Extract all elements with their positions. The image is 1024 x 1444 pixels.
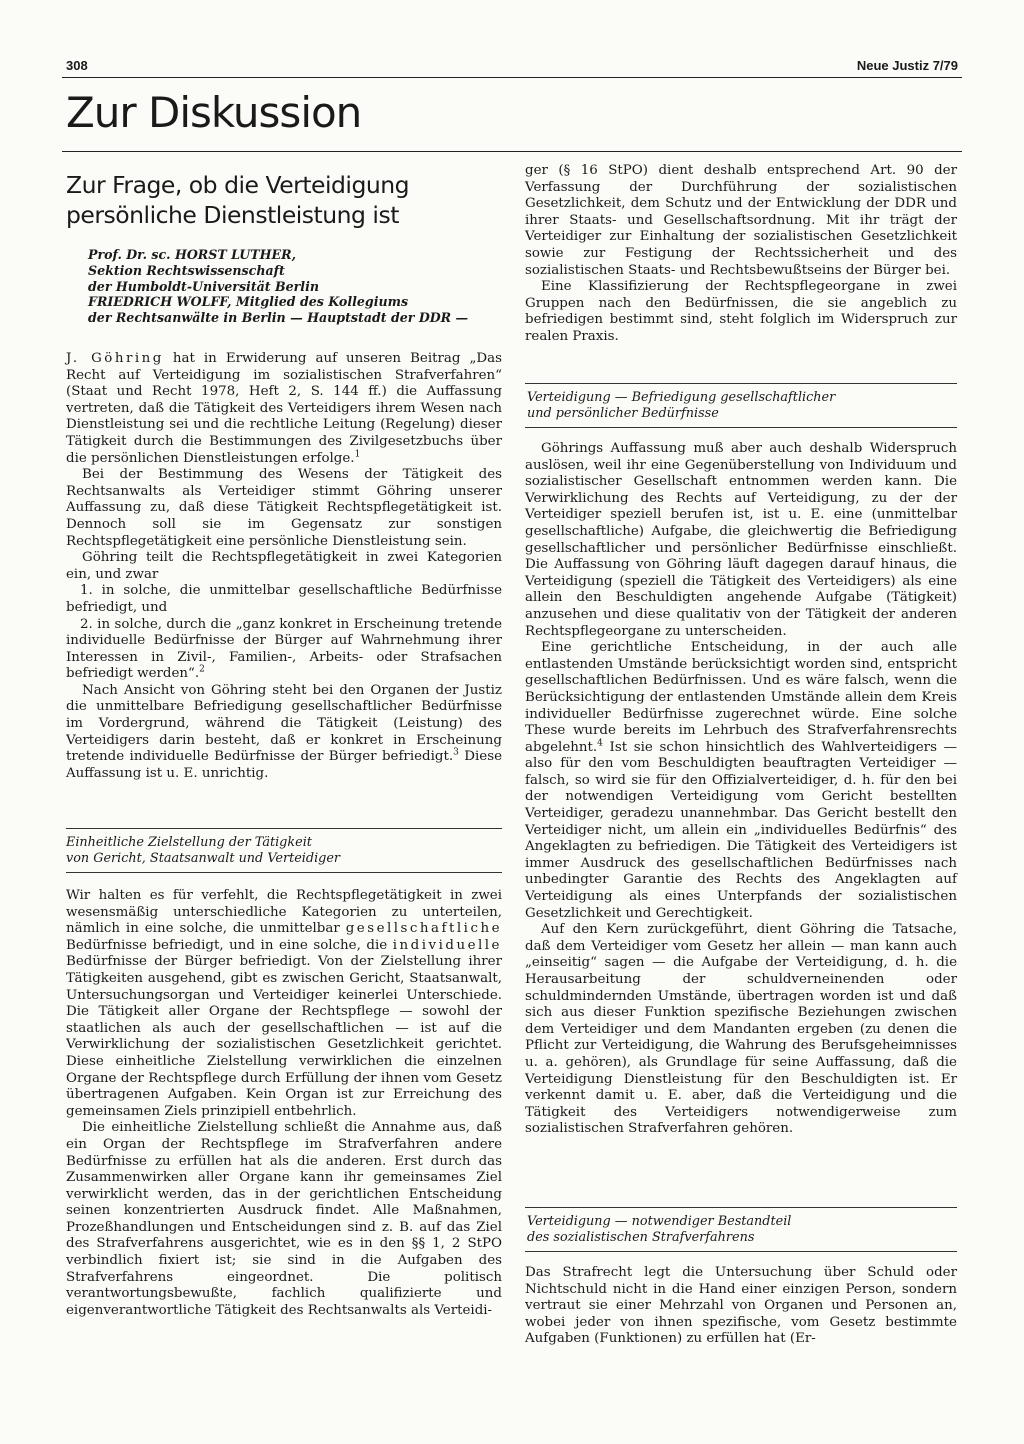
subheading-rule-top [525, 383, 957, 384]
paragraph: Göhring teilt die Rechtspflegetätigkeit in zwei Kategorien ein, und zwar [66, 550, 502, 582]
footnote-ref: 2 [199, 664, 205, 675]
subheading-unified-goal: Einheitliche Zielstellung der Tätigkeit von Gericht, Staatsanwalt und Verteidiger [66, 835, 341, 866]
author-name-spaced: J. Göhring [66, 351, 164, 366]
page-number: 308 [66, 58, 88, 73]
section-rule [62, 151, 962, 152]
footnote-ref: 4 [597, 738, 603, 749]
paragraph: Nach Ansicht von Göhring steht bei den Organen der Justiz die unmittelbare Befriedigung gesellschaftlicher Bedürfnisse im Vordergrund, während die Tätigkeit (Leistung) des Verteidigers darin besteht, daß er konkret in Erscheinung tretende individuelle Bedürfnisse der Bürger befriedigt.$^3$ Diese Auffassung ist u. E. unrichtig. [66, 682, 502, 781]
author-line: Prof. Dr. sc. HORST LUTHER, [88, 247, 296, 262]
emphasis-spaced: individuelle [392, 937, 502, 953]
right-column-intro [525, 163, 957, 346]
subheading-defense-needs: Verteidigung — Befriedigung gesellschaftlicher und persönlicher Bedürfnisse [527, 390, 836, 421]
paragraph: ger (§ 16 StPO) dient deshalb entsprechend Art. 90 der Verfassung der Durchführung der sozialistischen Gesetzlichkeit, dem Schutz und der Entwicklung der DDR und ihrer Staats- und Gesellschaftsordnung. Mit ihr trägt der Verteidiger zur Einhaltung der sozialistischen Gesetzlichkeit sowie zur Festigung der Rechtssicherheit und des sozialistischen Staats- und Rechtsbewußtseins der Bürger bei. [525, 163, 957, 278]
author-line: Sektion Rechtswissenschaft [88, 262, 285, 278]
subheading-rule-bottom [525, 427, 957, 428]
journal-issue: Neue Justiz 7/79 [856, 58, 958, 73]
paragraph: Das Strafrecht legt die Untersuchung über Schuld oder Nichtschuld nicht in die Hand einer einzigen Person, sondern vertraut sie einer Mehrzahl von Organen und Personen an, wobei jeder von ihnen spezifische, vom Gesetz bestimmte Aufgaben (Funktionen) zu erfüllen hat (Er- [525, 1265, 957, 1347]
subheading-defense-component: Verteidigung — notwendiger Bestandteil des sozialistischen Strafverfahrens [527, 1214, 792, 1245]
paragraph: Wir halten es für verfehlt, die Rechtspflegetätigkeit in zwei wesensmäßig unterschiedliche Kategorien zu unterteilen, nämlich in eine solche, die unmittelbar gesellschaftliche Bedürfnisse befriedigt, und in eine solche, die individuelle Bedürfnisse der Bürger befriedigt. Von der Zielstellung ihrer Tätigkeiten ausgehend, gibt es zwischen Gericht, Staatsanwalt, Untersuchungsorgan und Verteidiger keinerlei Unterschiede. Die Tätigkeit aller Organe der Rechtspflege — sowohl der staatlichen als auch der gesellschaftlichen — ist auf die Verwirklichung der sozialistischen Gesetzlichkeit gerichtet. Diese einheitliche Zielstellung verwirklichen die einzelnen Organe der Rechtspflege durch Erfüllung der ihnen vom Gesetz übertragenen Aufgaben. Kein Organ ist zur Erreichung des gemeinsamen Ziels prinzipiell entbehrlich. [66, 888, 502, 1119]
author-line: der Humboldt-Universität Berlin [88, 278, 320, 294]
right-column-main [525, 441, 957, 1138]
footnote-ref: 1 [354, 449, 361, 460]
author-line: FRIEDRICH WOLFF, Mitglied des Kollegiums [88, 294, 409, 310]
author-block [88, 247, 468, 326]
left-column-intro [66, 351, 502, 782]
article-title-line1: Zur Frage, ob die Verteidigung [66, 171, 410, 199]
section-title: Zur Diskussion [66, 88, 362, 137]
article-title-line2: persönliche Dienstleistung ist [66, 201, 399, 229]
paragraph: Auf den Kern zurückgeführt, dient Göhring die Tatsache, daß dem Verteidiger vom Gesetz her allein — man kann auch „einseitig“ sagen — die Aufgabe der Verteidigung, d. h. die Herausarbeitung der schuldverneinenden oder schuldmindernden Umstände, übertragen worden ist und daß sich aus dieser Funktion spezifische Beziehungen zwischen dem Verteidiger und dem Mandanten ergeben (zu denen die Pflicht zur Verteidigung, die Wahrung des Berufsgeheimnisses u. a. gehören), als Grundlage für seine Auffassung, daß die Verteidigung Dienstleistung für den Beschuldigten ist. Er verkennt damit u. E. aber, daß die Verteidigung und die Tätigkeit des Verteidigers notwendigerweise zum sozialistischen Strafverfahren gehören. [525, 922, 957, 1137]
paragraph: Eine Klassifizierung der Rechtspflegeorgane in zwei Gruppen nach den Bedürfnissen, die sie angeblich zu befriedigen bestimmt sind, steht folglich im Widerspruch zur realen Praxis. [525, 279, 957, 344]
emphasis-spaced: gesellschaftliche [345, 921, 502, 937]
list-item: 1. in solche, die unmittelbar gesellschaftliche Bedürfnisse befriedigt, und [66, 583, 502, 615]
author-line: der Rechtsanwälte in Berlin — Hauptstadt der DDR — [88, 310, 469, 326]
list-item: 2. in solche, durch die „ganz konkret in Erscheinung tretende individuelle Bedürfnisse der Bürger auf Wahrnehmung ihrer Interessen in Zivil-, Familien-, Arbeits- oder Strafsachen befriedigt werden“.$^2$ [66, 616, 502, 682]
paragraph: Bei der Bestimmung des Wesens der Tätigkeit des Rechtsanwalts als Verteidiger stimmt Göhring unserer Auffassung zu, daß diese Tätigkeit Rechtspflegetätigkeit ist. Dennoch soll sie im Gegensatz zur sonstigen Rechtspflegetätigkeit eine persönliche Dienstleistung sein. [66, 467, 502, 549]
paragraph: J. Göhring hat in Erwiderung auf unseren Beitrag „Das Recht auf Verteidigung im sozialistischen Strafverfahren“ (Staat und Recht 1978, Heft 2, S. 144 ff.) die Auffassung vertreten, daß die Tätigkeit des Verteidigers ihrem Wesen nach Dienstleistung sei und die rechtliche Leitung (Regelung) dieser Tätigkeit durch die Bestimmungen des Zivilgesetzbuchs über die persönlichen Dienstleistungen erfolge.$^1$ [66, 351, 502, 466]
article-title [66, 170, 466, 230]
paragraph: Eine gerichtliche Entscheidung, in der auch alle entlastenden Umstände berücksichtigt worden sind, entspricht gesellschaftlichen Bedürfnissen. Und es wäre falsch, wenn die Berücksichtigung der entlastenden Umstände allein dem Kreis individueller Bedürfnisse zugerechnet würde. Eine solche These wurde bereits im Lehrbuch des Strafverfahrensrechts abgelehnt.$^4$ Ist sie schon hinsichtlich des Wahlverteidigers — also für den vom Beschuldigten beauftragten Verteidiger — falsch, so wird sie für den Offizialverteidiger, d. h. für den bei der notwendigen Verteidigung vom Gericht bestellten Verteidiger, geradezu unannehmbar. Das Gericht bestellt den Verteidiger nicht, um allein ein „individuelles Bedürfnis“ des Angeklagten zu befriedigen. Die Tätigkeit des Verteidigers ist immer Ausdruck des gesellschaftlichen Bedürfnisses nach unbedingter Garantie des Rechts des Angeklagten auf Verteidigung als eines Unterpfands der sozialistischen Gesetzlichkeit und Gerechtigkeit. [525, 640, 957, 921]
right-column-end [525, 1265, 957, 1348]
left-column-main [66, 888, 502, 1319]
paragraph: Göhrings Auffassung muß aber auch deshalb Widerspruch auslösen, weil ihr eine Gegenüberstellung von Individuum und sozialistischer Gesellschaft entnommen werden kann. Die Verwirklichung des Rechts auf Verteidigung, zu der der Verteidiger speziell berufen ist, ist u. E. eine (unmittelbar gesellschaftliche) Aufgabe, die gleichwertig die Befriedigung gesellschaftlicher und persönlicher Bedürfnisse einschließt. Die Auffassung von Göhring läuft dagegen darauf hinaus, die Verteidigung (speziell die Tätigkeit des Verteidigers) als eine allein den Beschuldigten angehende Aufgabe (Tätigkeit) anzusehen und diese qualitativ von der Tätigkeit der anderen Rechtspflegeorgane zu unterscheiden. [525, 441, 957, 639]
subheading-rule-top [66, 828, 502, 829]
subheading-rule-top [525, 1207, 957, 1208]
paragraph: Die einheitliche Zielstellung schließt die Annahme aus, daß ein Organ der Rechtspflege im Strafverfahren andere Bedürfnisse zu erfüllen hat als die anderen. Erst durch das Zusammenwirken aller Organe kann ihr gemeinsames Ziel verwirklicht werden, das in der gerichtlichen Entscheidung seinen konzentrierten Ausdruck findet. Alle Maßnahmen, Prozeßhandlungen und Entscheidungen sind z. B. auf das Ziel des Strafverfahrens ausgerichtet, wie es in den §§ 1, 2 StPO verbindlich fixiert ist; sie sind in die Aufgaben des Strafverfahrens eingeordnet. Die politisch verantwortungsbewußte, fachlich qualifizierte und eigenverantwortliche Tätigkeit des Rechtsanwalts als Verteidi- [66, 1120, 502, 1318]
subheading-rule-bottom [525, 1251, 957, 1252]
header-rule [62, 77, 962, 78]
footnote-ref: 3 [453, 747, 459, 758]
subheading-rule-bottom [66, 872, 502, 873]
